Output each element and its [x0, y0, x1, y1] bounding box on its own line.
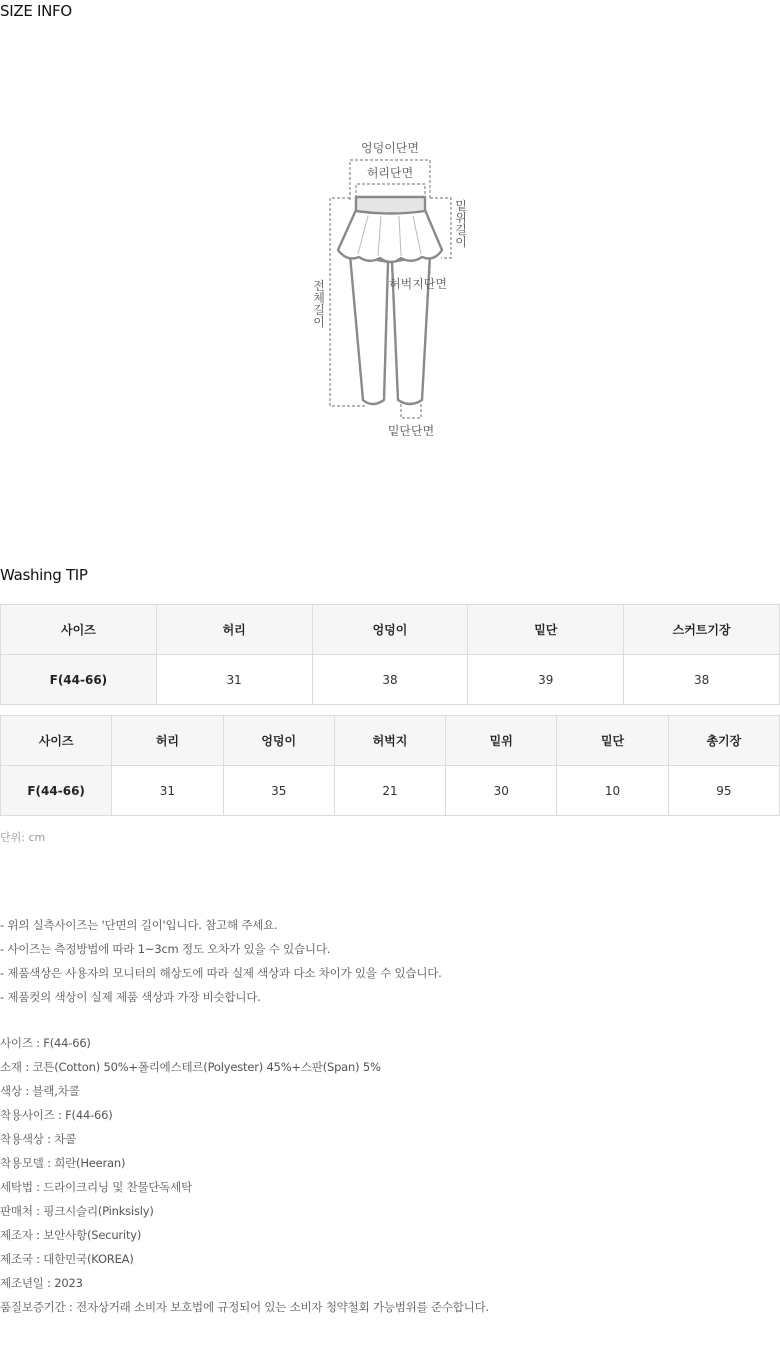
size-diagram	[0, 120, 780, 460]
spec-item: 착용색상 : 차콜	[0, 1132, 77, 1146]
table-cell: 38	[312, 655, 468, 705]
thigh-label: 허벅지단면	[389, 277, 447, 291]
product-specs	[0, 1034, 489, 1322]
table-cell: 31	[112, 766, 223, 816]
svg-text:위: 위	[455, 211, 467, 225]
svg-text:밑: 밑	[455, 199, 467, 213]
spec-item: 제조자 : 보안사항(Security)	[0, 1228, 142, 1242]
table-header-cell: 스커트기장	[624, 605, 780, 655]
left-leg	[350, 255, 388, 404]
svg-text:체: 체	[313, 291, 325, 305]
table-header-cell: 밑단	[557, 716, 668, 766]
spec-item: 세탁법 : 드라이크리닝 및 찬물단독세탁	[0, 1180, 193, 1194]
spec-item: 소재 : 코튼(Cotton) 50%+폴리에스테르(Polyester) 45%+스판(Span) 5%	[0, 1060, 381, 1074]
note-item: - 제품색상은 사용자의 모니터의 해상도에 따라 실제 색상과 다소 차이가 있을 수 있습니다.	[0, 966, 442, 980]
rise-label	[455, 198, 467, 249]
size-info-title: SIZE INFO	[0, 2, 72, 20]
table-cell: F(44-66)	[1, 766, 112, 816]
table-cell: F(44-66)	[1, 655, 157, 705]
note-item: - 사이즈는 측정방법에 따라 1~3cm 정도 오차가 있을 수 있습니다.	[0, 942, 331, 956]
table-header-row	[1, 716, 780, 766]
table-header-cell: 사이즈	[1, 716, 112, 766]
table-header-cell: 허벅지	[334, 716, 445, 766]
table-header-cell: 밑위	[446, 716, 557, 766]
table-cell: 39	[468, 655, 624, 705]
waist-label: 허리단면	[366, 166, 414, 180]
table-header-cell: 사이즈	[1, 605, 157, 655]
spec-item: 제조국 : 대한민국(KOREA)	[0, 1252, 134, 1266]
table-cell: 21	[334, 766, 445, 816]
notes-list	[0, 916, 442, 1012]
spec-item: 착용모델 : 희란(Heeran)	[0, 1156, 126, 1170]
washing-tip-title: Washing TIP	[0, 566, 88, 584]
unit-note: 단위: cm	[0, 831, 46, 844]
table-header-row	[1, 605, 780, 655]
table-row	[1, 655, 780, 705]
table-header-cell: 허리	[112, 716, 223, 766]
total-length-label	[313, 278, 325, 329]
svg-text:길: 길	[455, 223, 467, 237]
note-item: - 위의 실측사이즈는 '단면의 길이'입니다. 참고해 주세요.	[0, 918, 278, 932]
spec-item: 품질보증기간 : 전자상거래 소비자 보호법에 규정되어 있는 소비자 청약철회 가능범위를 준수합니다.	[0, 1300, 489, 1314]
spec-item: 제조년일 : 2023	[0, 1276, 83, 1290]
table-row	[1, 766, 780, 816]
table-cell: 38	[624, 655, 780, 705]
svg-text:이: 이	[455, 235, 467, 249]
waistband	[356, 197, 425, 214]
spec-item: 착용사이즈 : F(44-66)	[0, 1108, 113, 1122]
table-cell: 10	[557, 766, 668, 816]
spec-item: 판매처 : 핑크시슬리(Pinksisly)	[0, 1204, 154, 1218]
spec-item: 사이즈 : F(44-66)	[0, 1036, 91, 1050]
table-header-cell: 엉덩이	[312, 605, 468, 655]
table-cell: 31	[156, 655, 312, 705]
table-cell: 95	[668, 766, 779, 816]
spec-item: 색상 : 블랙,차콜	[0, 1084, 80, 1098]
svg-text:전: 전	[313, 279, 325, 293]
table-cell: 35	[223, 766, 334, 816]
note-item: - 제품컷의 색상이 실제 제품 색상과 가장 비슷합니다.	[0, 990, 261, 1004]
table-cell: 30	[446, 766, 557, 816]
table-header-cell: 엉덩이	[223, 716, 334, 766]
table-header-cell: 밑단	[468, 605, 624, 655]
svg-text:길: 길	[313, 303, 325, 317]
hip-label: 엉덩이단면	[361, 141, 419, 155]
size-table-2	[0, 715, 780, 816]
skirt-body	[338, 210, 442, 262]
hem-label: 밑단단면	[387, 424, 435, 438]
svg-text:이: 이	[313, 315, 325, 329]
table-header-cell: 허리	[156, 605, 312, 655]
hem-measure-line	[401, 404, 421, 418]
table-header-cell: 총기장	[668, 716, 779, 766]
size-table-1	[0, 604, 780, 705]
